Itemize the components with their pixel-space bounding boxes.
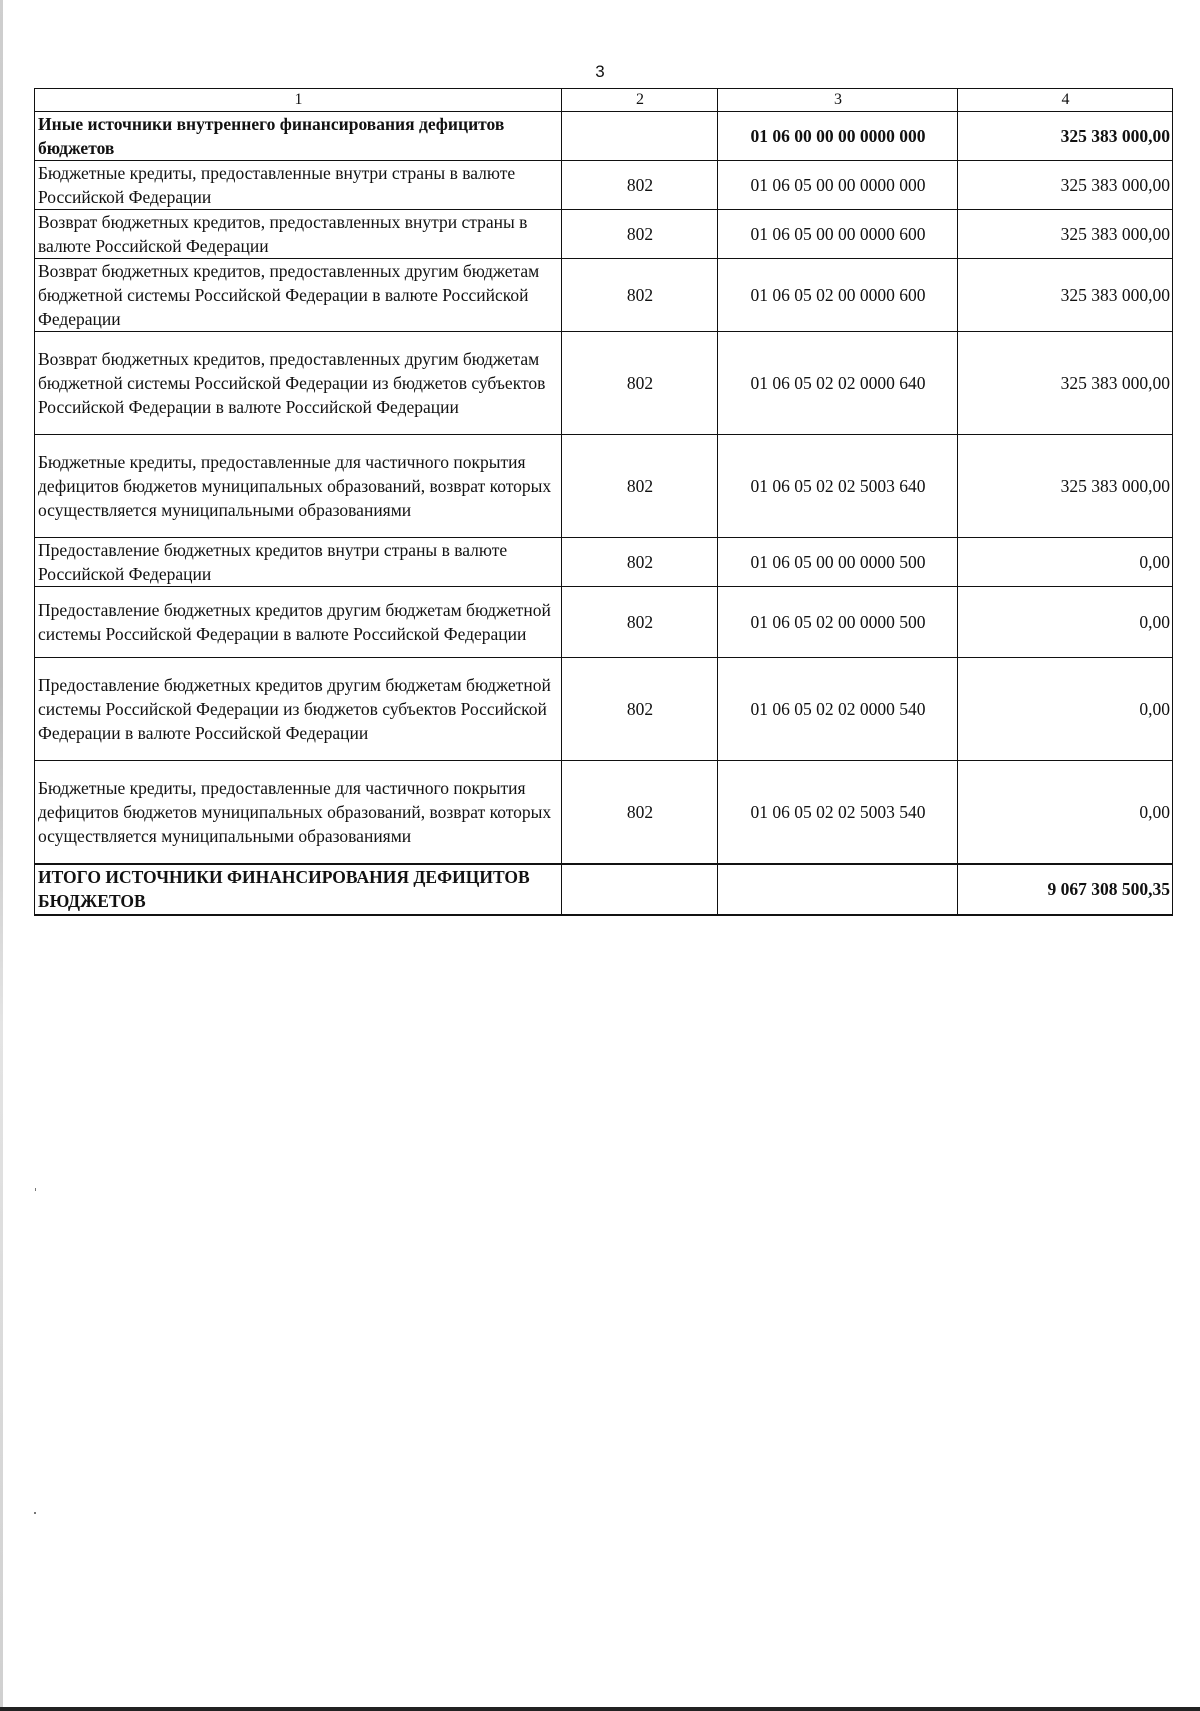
source-name: Возврат бюджетных кредитов, предоставленных внутри страны в валюте Российской Федерации — [35, 210, 562, 259]
amount: 325 383 000,00 — [958, 332, 1173, 435]
column-header: 3 — [718, 89, 958, 112]
table-header-row — [35, 89, 1173, 112]
scan-speck — [35, 1188, 36, 1191]
admin-code: 802 — [562, 161, 718, 210]
admin-code: 802 — [562, 587, 718, 658]
total-label: ИТОГО ИСТОЧНИКИ ФИНАНСИРОВАНИЯ ДЕФИЦИТОВ БЮДЖЕТОВ — [35, 864, 562, 915]
source-code: 01 06 05 02 02 5003 640 — [718, 435, 958, 538]
admin-code: 802 — [562, 658, 718, 761]
table-row — [35, 259, 1173, 332]
amount: 0,00 — [958, 761, 1173, 864]
table-row — [35, 761, 1173, 864]
table-row — [35, 112, 1173, 161]
table-row — [35, 161, 1173, 210]
source-code: 01 06 05 02 00 0000 500 — [718, 587, 958, 658]
source-code: 01 06 05 00 00 0000 000 — [718, 161, 958, 210]
table-row — [35, 210, 1173, 259]
financing-sources-table — [34, 88, 1173, 916]
amount: 0,00 — [958, 538, 1173, 587]
table-row — [35, 658, 1173, 761]
source-code: 01 06 00 00 00 0000 000 — [718, 112, 958, 161]
table-row — [35, 332, 1173, 435]
source-name: Предоставление бюджетных кредитов внутри страны в валюте Российской Федерации — [35, 538, 562, 587]
source-name: Предоставление бюджетных кредитов другим бюджетам бюджетной системы Российской Федерации в валюте Российской Федерации — [35, 587, 562, 658]
column-header: 1 — [35, 89, 562, 112]
source-name: Иные источники внутреннего финансирования дефицитов бюджетов — [35, 112, 562, 161]
source-name: Бюджетные кредиты, предоставленные для частичного покрытия дефицитов бюджетов муниципальных образований, возврат которых осуществляется муниципальными образованиями — [35, 761, 562, 864]
admin-code: 802 — [562, 332, 718, 435]
table-row — [35, 587, 1173, 658]
amount: 325 383 000,00 — [958, 259, 1173, 332]
source-code: 01 06 05 02 02 0000 640 — [718, 332, 958, 435]
source-code: 01 06 05 00 00 0000 500 — [718, 538, 958, 587]
scan-speck — [34, 1512, 36, 1514]
source-code: 01 06 05 00 00 0000 600 — [718, 210, 958, 259]
source-code: 01 06 05 02 00 0000 600 — [718, 259, 958, 332]
admin-code: 802 — [562, 259, 718, 332]
amount: 325 383 000,00 — [958, 210, 1173, 259]
source-name: Возврат бюджетных кредитов, предоставленных другим бюджетам бюджетной системы Российской Федерации из бюджетов субъектов Российской Федерации в валюте Российской Федерации — [35, 332, 562, 435]
column-header: 2 — [562, 89, 718, 112]
amount: 325 383 000,00 — [958, 112, 1173, 161]
total-row — [35, 864, 1173, 915]
source-code: 01 06 05 02 02 5003 540 — [718, 761, 958, 864]
admin-code: 802 — [562, 761, 718, 864]
column-header: 4 — [958, 89, 1173, 112]
admin-code: 802 — [562, 435, 718, 538]
source-code — [718, 864, 958, 915]
admin-code — [562, 864, 718, 915]
source-name: Возврат бюджетных кредитов, предоставленных другим бюджетам бюджетной системы Российской Федерации в валюте Российской Федерации — [35, 259, 562, 332]
amount: 0,00 — [958, 658, 1173, 761]
table-row — [35, 538, 1173, 587]
amount: 325 383 000,00 — [958, 435, 1173, 538]
source-code: 01 06 05 02 02 0000 540 — [718, 658, 958, 761]
admin-code — [562, 112, 718, 161]
table-row — [35, 435, 1173, 538]
source-name: Бюджетные кредиты, предоставленные внутри страны в валюте Российской Федерации — [35, 161, 562, 210]
scan-edge-bottom — [0, 1707, 1200, 1711]
source-name: Бюджетные кредиты, предоставленные для частичного покрытия дефицитов бюджетов муниципальных образований, возврат которых осуществляется муниципальными образованиями — [35, 435, 562, 538]
page-number: 3 — [595, 62, 605, 81]
scan-edge — [0, 0, 3, 1711]
amount: 325 383 000,00 — [958, 161, 1173, 210]
admin-code: 802 — [562, 538, 718, 587]
admin-code: 802 — [562, 210, 718, 259]
source-name: Предоставление бюджетных кредитов другим бюджетам бюджетной системы Российской Федерации из бюджетов субъектов Российской Федерации в валюте Российской Федерации — [35, 658, 562, 761]
total-amount: 9 067 308 500,35 — [958, 864, 1173, 915]
amount: 0,00 — [958, 587, 1173, 658]
